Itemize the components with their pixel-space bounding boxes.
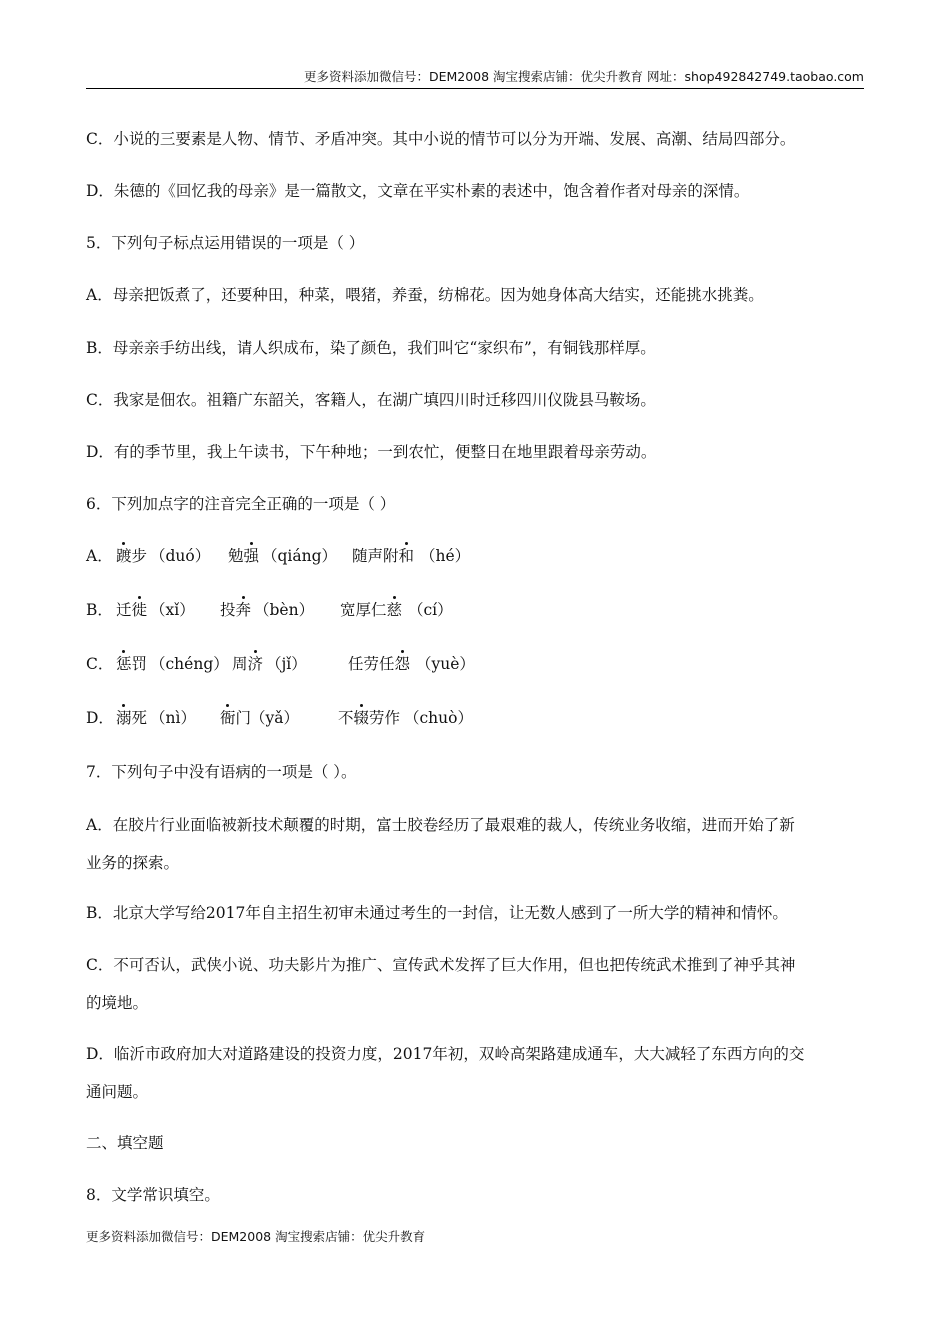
header-text: 更多资料添加微信号：DEM2008 淘宝搜索店铺：优尖升教育 网址：shop492842749.taobao.com (303, 69, 864, 84)
pinyin-3: （cí） (408, 601, 453, 619)
word-3: 宽厚仁慈 (340, 601, 403, 619)
option-label: D． (86, 709, 114, 727)
dotted-char: 惩 (116, 655, 132, 673)
q7-option-a-line-1: A．在胶片行业面临被新技术颠覆的时期，富士胶卷经历了最艰难的裁人，传统业务收缩，进而开始了新 (86, 816, 795, 834)
q5-option-d: D．有的季节里，我上午读书，下午种地；一到农忙，便整日在地里跟着母亲劳动。 (86, 443, 657, 461)
question-6: 6．下列加点字的注音完全正确的一项是（ ） (86, 495, 396, 513)
section-heading-fill-in: 二、填空题 (86, 1134, 164, 1152)
q5-option-b: B．母亲亲手纺出线，请人织成布，染了颜色，我们叫它“家织布”，有铜钱那样厚。 (86, 339, 656, 357)
pinyin-1: （nì） (150, 709, 196, 727)
dotted-char: 辍 (353, 709, 370, 727)
word-1: 迁徙 (116, 601, 148, 619)
question-5: 5．下列句子标点运用错误的一项是（ ） (86, 234, 365, 252)
option-label: C． (86, 655, 114, 673)
pinyin-2: （yǎ） (250, 709, 299, 727)
word-2: 勉强 (228, 547, 260, 565)
dotted-char: 济 (247, 655, 264, 673)
pinyin-3: （yuè） (416, 655, 475, 673)
q7-option-d-line-1: D．临沂市政府加大对道路建设的投资力度，2017年初，双岭高架路建成通车，大大减轻了东西方向的交 (86, 1045, 805, 1063)
word-2: 周济 (232, 655, 264, 673)
dotted-char: 溺 (116, 709, 132, 727)
dotted-char: 奔 (235, 601, 252, 619)
q5-option-c: C．我家是佃农。祖籍广东韶关，客籍人，在湖广填四川时迁移四川仪陇县马鞍场。 (86, 391, 656, 409)
pinyin-2: （bèn） (254, 601, 315, 619)
page-footer (86, 1228, 425, 1246)
q4-option-c: C．小说的三要素是人物、情节、矛盾冲突。其中小说的情节可以分为开端、发展、高潮、结局四部分。 (86, 130, 796, 148)
dotted-char: 徙 (131, 601, 148, 619)
q4-option-d: D．朱德的《回忆我的母亲》是一篇散文，文章在平实朴素的表述中，饱含着作者对母亲的深情。 (86, 182, 750, 200)
word-3: 任劳任怨 (348, 655, 411, 673)
q7-option-c-line-1: C．不可否认，武侠小说、功夫影片为推广、宣传武术发挥了巨大作用，但也把传统武术推到了神乎其神 (86, 956, 796, 974)
q7-option-b: B．北京大学写给2017年自主招生初审未通过考生的一封信，让无数人感到了一所大学的精神和情怀。 (86, 904, 788, 922)
q7-option-d-line-2: 通问题。 (86, 1083, 149, 1101)
q7-option-a-line-2: 业务的探索。 (86, 854, 180, 872)
page-header (86, 68, 864, 89)
pinyin-1: （xǐ） (150, 601, 195, 619)
pinyin-1: （chéng） (150, 655, 229, 673)
option-label: B． (86, 601, 113, 619)
word-1: 惩罚 (116, 655, 148, 673)
word-3: 随声附和 (352, 547, 415, 565)
footer-text: 更多资料添加微信号：DEM2008 淘宝搜索店铺：优尖升教育 (86, 1229, 426, 1244)
word-2: 投奔 (220, 601, 252, 619)
dotted-char: 衙 (220, 709, 236, 727)
pinyin-2: （qiáng） (262, 547, 338, 565)
word-2: 衙门 (220, 709, 252, 727)
dotted-char: 怨 (394, 655, 411, 673)
q7-option-c-line-2: 的境地。 (86, 994, 149, 1012)
q5-option-a: A．母亲把饭煮了，还要种田，种菜，喂猪，养蚕，纺棉花。因为她身体高大结实，还能挑水挑粪。 (86, 286, 764, 304)
word-3: 不辍劳作 (338, 709, 401, 727)
option-label: A． (86, 547, 113, 565)
pinyin-2: （jǐ） (266, 655, 307, 673)
dotted-char: 慈 (386, 601, 403, 619)
dotted-char: 强 (243, 547, 260, 565)
pinyin-1: （duó） (150, 547, 211, 565)
question-8: 8．文学常识填空。 (86, 1186, 220, 1204)
word-1: 踱步 (116, 547, 148, 565)
dotted-char: 和 (398, 547, 415, 565)
pinyin-3: （chuò） (404, 709, 473, 727)
pinyin-3: （hé） (420, 547, 471, 565)
dotted-char: 踱 (116, 547, 132, 565)
question-7: 7．下列句子中没有语病的一项是（ ）。 (86, 763, 357, 781)
word-1: 溺死 (116, 709, 148, 727)
